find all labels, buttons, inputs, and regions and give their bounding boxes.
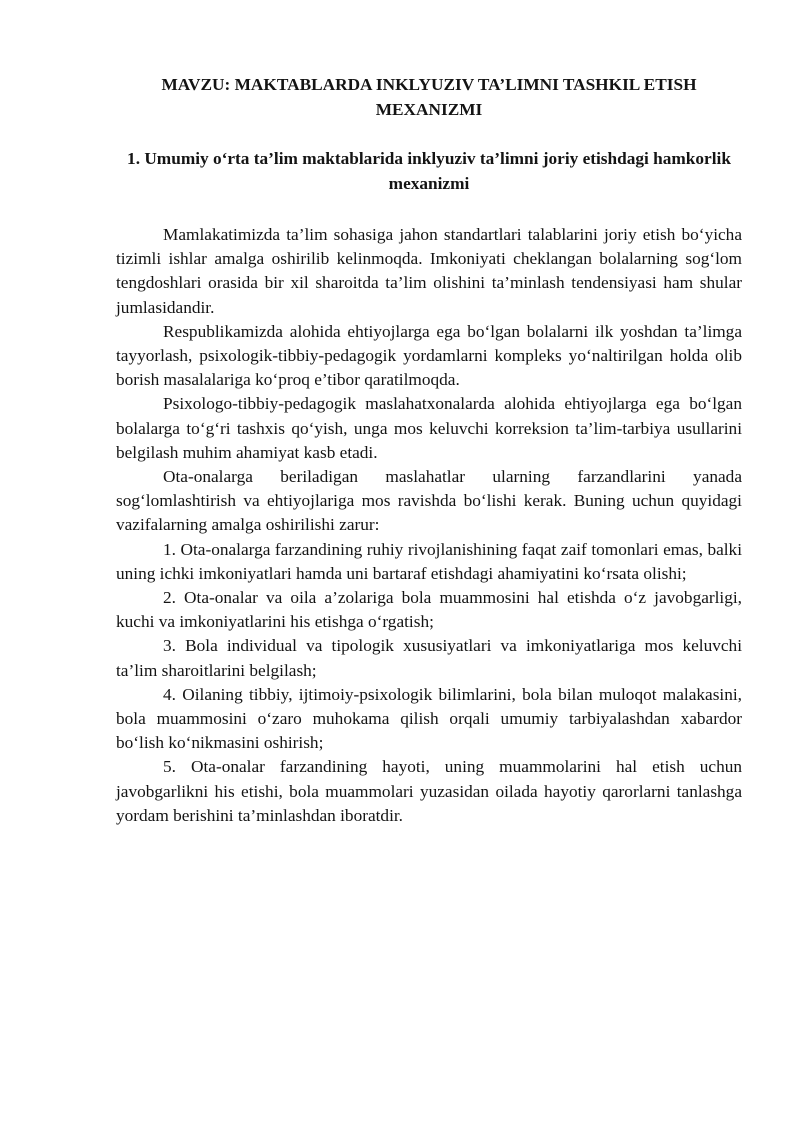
document-page: [116, 72, 742, 828]
list-item-4: 4. Oilaning tibbiy, ijtimoiy-psixologik bilimlarini, bola bilan muloqot malakasini, bola muammosini o‘zaro muhokama qilish orqali umumiy tarbiyalashdan xabardor bo‘lish ko‘nikmasini oshirish;: [116, 684, 742, 753]
section-heading: 1. Umumiy o‘rta ta’lim maktablarida inklyuziv ta’limni joriy etishdagi hamkorlik mexanizmi: [127, 149, 731, 193]
list-item-2: 2. Ota-onalar va oila a’zolariga bola muammosini hal etishda o‘z javobgarligi, kuchi va imkoniyatlarini his etishga o‘rgatish;: [116, 588, 742, 632]
paragraph-parents-advice: Ota-onalarga beriladigan maslahatlar ularning farzandlarini yanada sog‘lomlashtirish va ehtiyojlariga mos ravishda bo‘lishi kerak. Buning uchun quyidagi vazifalarning amalga oshirilishi zarur:: [116, 467, 742, 535]
paragraph-republic: Respublikamizda alohida ehtiyojlarga ega bo‘lgan bolalarni ilk yoshdan ta’limga tayyorlash, psixologik-tibbiy-pedagogik yordamlarni kompleks yo‘naltirilgan holda olib borish masalalariga ko‘proq e’tibor qaratilmoqda.: [116, 321, 742, 390]
list-item-1: 1. Ota-onalarga farzandining ruhiy rivojlanishining faqat zaif tomonlari emas, balki uning ichki imkoniyatlari hamda uni bartaraf etishdagi ahamiyatini ko‘rsata olishi;: [116, 539, 742, 583]
paragraph-consultation: Psixologo-tibbiy-pedagogik maslahatxonalarda alohida ehtiyojlarga ega bo‘lgan bolalarga to‘g‘ri tashxis qo‘yish, unga mos keluvchi korreksion ta’lim-tarbiya usullarini belgilash muhim ahamiyat kasb etadi.: [116, 394, 742, 462]
document-title: MAVZU: MAKTABLARDA INKLYUZIV TA’LIMNI TASHKIL ETISH MEXANIZMI: [161, 75, 697, 119]
document-body: [116, 223, 742, 828]
list-item-3: 3. Bola individual va tipologik xususiyatlari va imkoniyatlariga mos keluvchi ta’lim sharoitlarini belgilash;: [116, 636, 742, 680]
paragraph-intro: Mamlakatimizda ta’lim sohasiga jahon standartlari talablarini joriy etish bo‘yicha tizimli ishlar amalga oshirilib kelinmoqda. Imkoniyati cheklangan bolalarning sog‘lom tengdoshlari orasida bir xil sharoitda ta’lim olishini ta’minlash tendensiyasi ham shular jumlasidandir.: [116, 225, 742, 317]
list-item-5: 5. Ota-onalar farzandining hayoti, uning muammolarini hal etish uchun javobgarlikni his etishi, bola muammolari yuzasidan oilada hayotiy qarorlarni tanlashga yordam berishini ta’minlashdan iboratdir.: [116, 757, 742, 825]
